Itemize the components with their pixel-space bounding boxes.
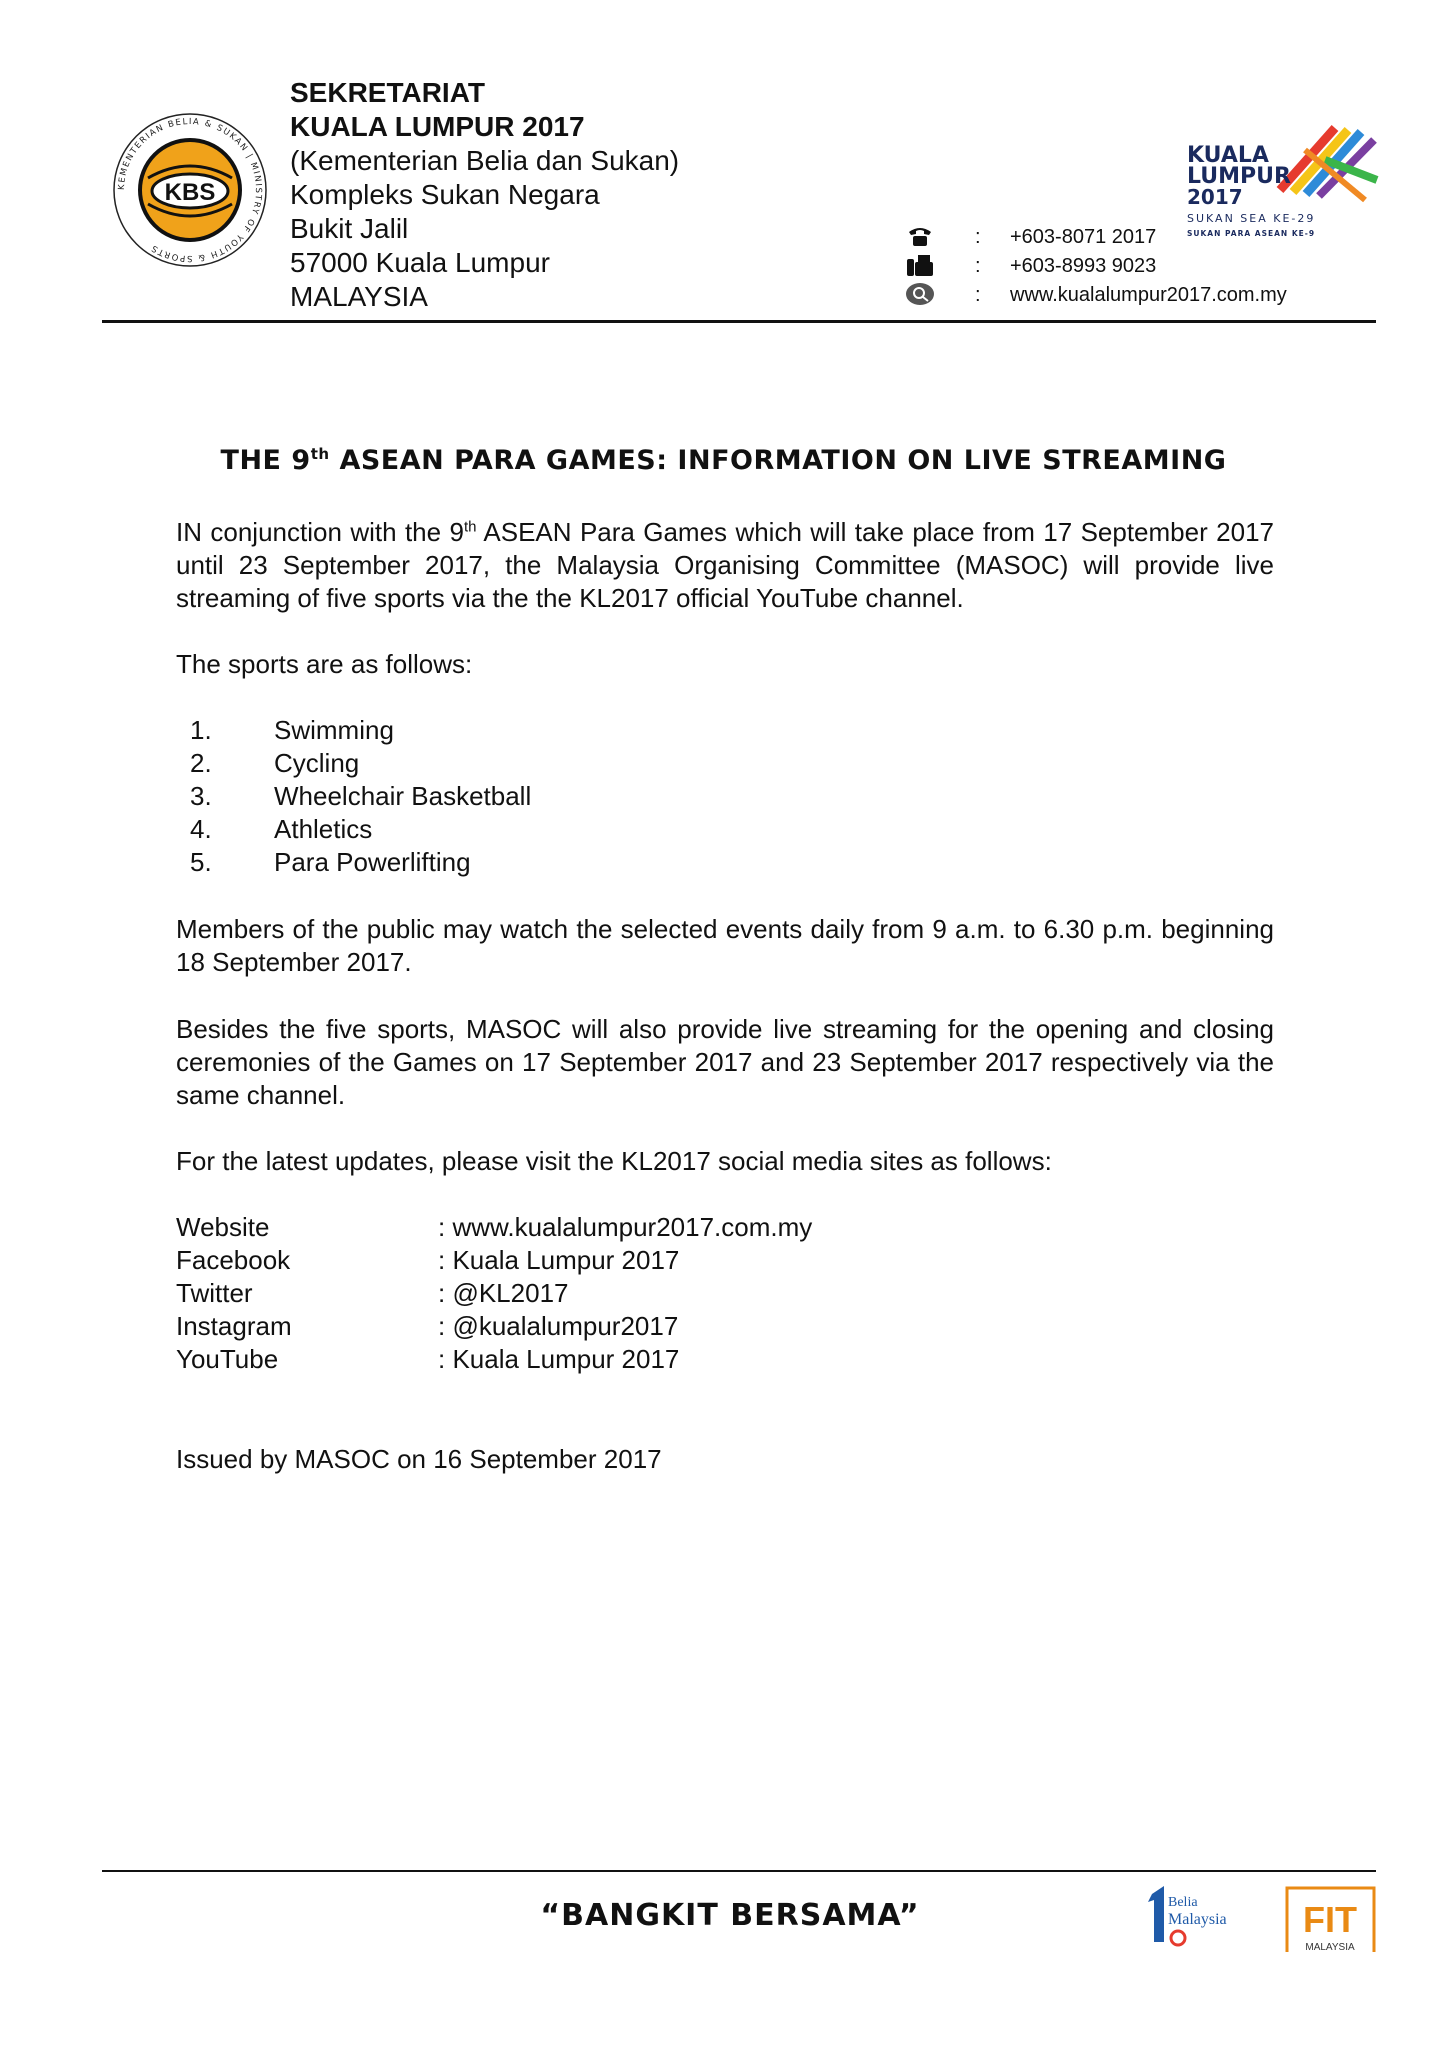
fax-icon [905,253,935,277]
contact-web-row [905,280,1335,310]
social-row-facebook: Facebook : Kuala Lumpur 2017 [176,1245,680,1275]
contact-separator: : [975,284,981,306]
social-row-youtube: YouTube : Kuala Lumpur 2017 [176,1344,680,1374]
address-line-3: (Kementerian Belia dan Sukan) [290,145,680,176]
contact-phone-row [905,222,1335,252]
document-title: THE 9th ASEAN PARA GAMES: INFORMATION ON LIVE STREAMING [220,445,1227,476]
paragraph-ceremonies: Besides the five sports, MASOC will also provide live streaming for the opening and closing ceremonies of the Games on 17 September 2017 and 23 September 2017 respectively via the same channel. [176,1014,1274,1110]
website-link[interactable]: www.kualalumpur2017.com.my [1010,284,1287,306]
social-row-instagram: Instagram : @kualalumpur2017 [176,1311,679,1341]
social-media-list [176,1211,976,1376]
address-line-6: 57000 Kuala Lumpur [290,247,550,278]
kl-logo-line3: 2017 [1187,185,1243,209]
fit-malaysia-logo [1283,1884,1378,1954]
address-line-5: Bukit Jalil [290,213,409,244]
belia-malaysia-logo [1138,1880,1268,1952]
contact-fax-row [905,251,1335,281]
footer-tagline: “BANGKIT BERSAMA” [540,1898,920,1933]
kbs-logo [110,110,270,270]
paragraph-sports-intro: The sports are as follows: [176,649,473,679]
fax-number: +603-8993 9023 [1010,255,1157,277]
address-line-1: SEKRETARIAT [290,77,485,108]
kl-logo-line2: LUMPUR [1187,164,1291,189]
header-divider [102,320,1376,323]
paragraph-intro: IN conjunction with the 9th ASEAN Para Games which will take place from 17 September 2017 until 23 September 2017, the Malaysia Organising Committee (MASOC) will provide live streaming of five sports via the the KL2017 official YouTube channel. [176,517,1274,613]
kbs-logo-text: KBS [164,179,216,206]
social-row-website: Website : www.kualalumpur2017.com.my [176,1212,813,1242]
issued-by-line: Issued by MASOC on 16 September 2017 [176,1444,662,1474]
paragraph-viewing-times: Members of the public may watch the selected events daily from 9 a.m. to 6.30 p.m. beginning 18 September 2017. [176,914,1274,977]
fit-logo-line1: FIT [1303,1899,1357,1940]
address-line-4: Kompleks Sukan Negara [290,179,600,210]
kl-logo-line1: KUALA [1187,143,1269,168]
paragraph-updates: For the latest updates, please visit the KL2017 social media sites as follows: [176,1146,1052,1176]
address-line-2: KUALA LUMPUR 2017 [290,111,585,142]
footer-divider [102,1870,1376,1872]
kl-logo-line5: SUKAN PARA ASEAN KE-9 [1187,229,1316,238]
phone-number: +603-8071 2017 [1010,226,1157,248]
secretariat-address [290,76,679,314]
fit-logo-line2: MALAYSIA [1305,1942,1355,1953]
contact-separator: : [975,226,981,248]
kbs-ring-text: KEMENTERIAN BELIA & SUKAN | MINISTRY OF YOUTH & SPORTS [116,116,264,264]
social-row-twitter: Twitter : @KL2017 [176,1278,569,1308]
address-line-7: MALAYSIA [290,281,428,312]
globe-search-icon [905,282,935,306]
contact-separator: : [975,255,981,277]
belia-logo-line1: Belia [1168,1895,1198,1910]
kl-logo-line4: SUKAN SEA KE-29 [1187,212,1316,225]
phone-icon [905,224,935,248]
belia-logo-line2: Malaysia [1168,1911,1227,1928]
